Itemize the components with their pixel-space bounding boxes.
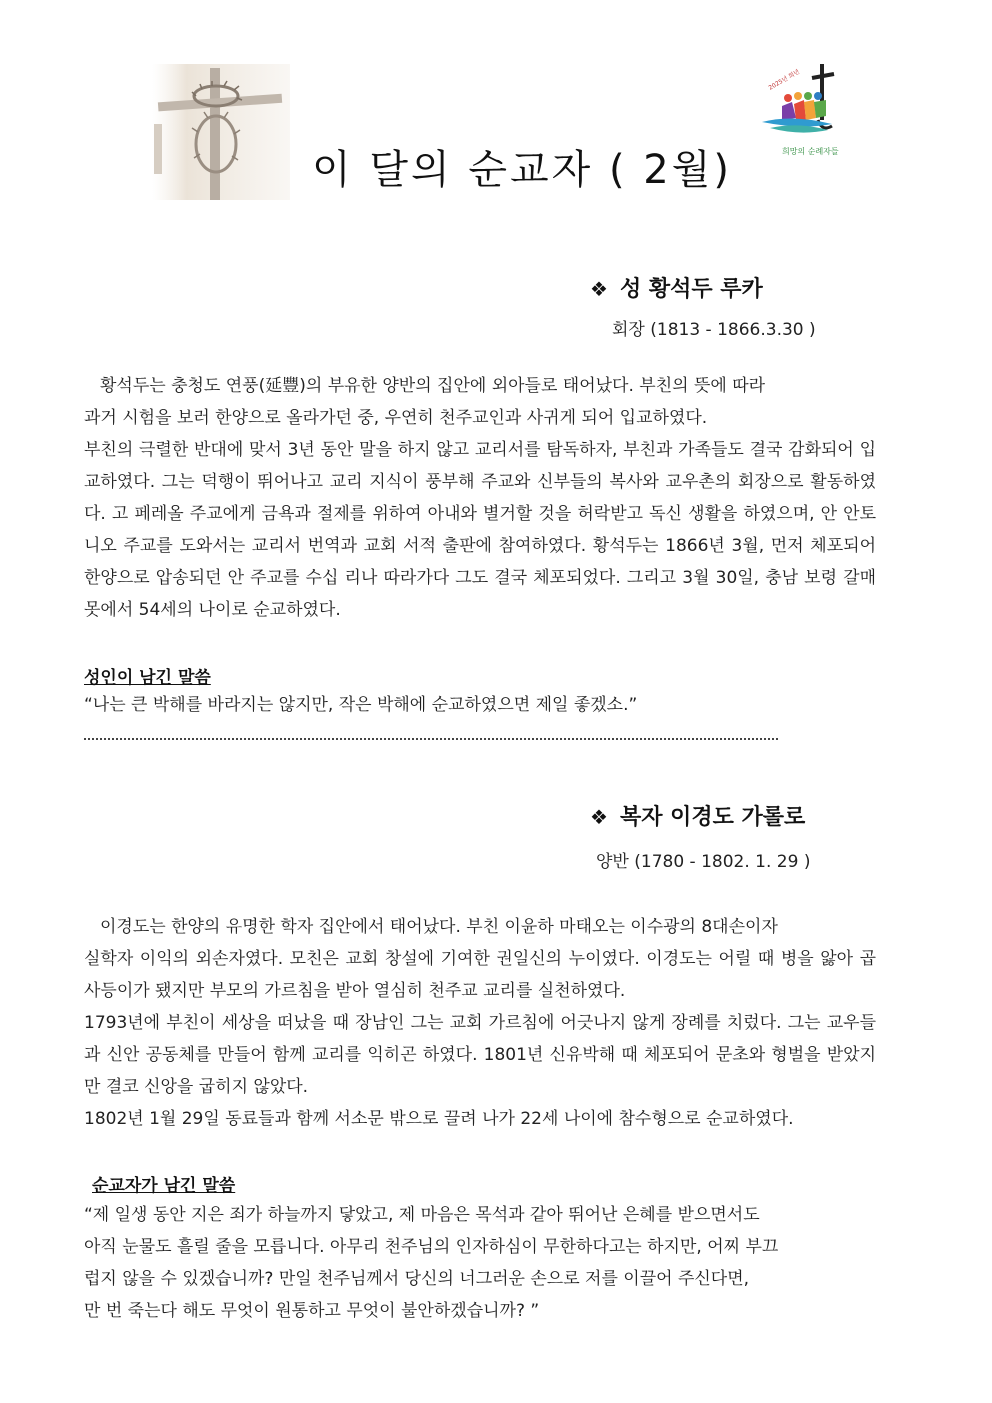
saint1-paragraph-1: 황석두는 충청도 연풍(延豐)의 부유한 양반의 집안에 외아들로 태어났다. 부친의 뜻에 따라 bbox=[100, 376, 766, 396]
saint1-quote bbox=[84, 689, 876, 721]
logo-year-text: 2025년 희년 bbox=[767, 68, 801, 92]
section-divider bbox=[84, 738, 778, 740]
logo-caption: 희망의 순례자들 bbox=[782, 147, 839, 156]
diamond-bullet-icon: ❖ bbox=[590, 805, 608, 829]
saint2-quote-line-2: 아직 눈물도 흘릴 줄을 모릅니다. 아무리 천주님의 인자하심이 무한하다고는 하지만, 어찌 부끄 bbox=[84, 1237, 779, 1257]
saint2-quote bbox=[84, 1199, 876, 1327]
saint1-name: 성 황석두 루카 bbox=[619, 277, 763, 302]
crown-of-thorns-cross-image bbox=[152, 64, 290, 200]
jubilee-logo bbox=[752, 60, 856, 160]
saint2-paragraph-3: 1793년에 부친이 세상을 떠났을 때 장남인 그는 교회 가르침에 어긋나지 않게 장례를 치렀다. 그는 교우들과 신안 공동체를 만들어 함께 교리를 익히곤 하였다. 1801년 신유박해 때 체포되어 문초와 형벌을 받았지만 결코 신앙을 굽히지 않았다. bbox=[84, 1013, 876, 1097]
saint2-paragraph-1: 이경도는 한양의 유명한 학자 집안에서 태어났다. 부친 이윤하 마태오는 이수광의 8대손이자 bbox=[100, 917, 778, 937]
diamond-bullet-icon: ❖ bbox=[590, 277, 608, 301]
saint1-quote-text: “나는 큰 박해를 바라지는 않지만, 작은 박해에 순교하였으면 제일 좋겠소.” bbox=[84, 695, 638, 715]
saint2-quote-line-4: 만 번 죽는다 해도 무엇이 원통하고 무엇이 불안하겠습니까? ” bbox=[84, 1301, 540, 1321]
saint1-paragraph-2: 과거 시험을 보러 한양으로 올라가던 중, 우연히 천주교인과 사귀게 되어 입교하였다. bbox=[84, 408, 708, 428]
saint2-quote-heading: 순교자가 남긴 말씀 bbox=[92, 1176, 236, 1196]
saint2-paragraph-4: 1802년 1월 29일 동료들과 함께 서소문 밖으로 끌려 나가 22세 나이에 참수형으로 순교하였다. bbox=[84, 1109, 794, 1129]
saint2-role: 양반 (1780 - 1802. 1. 29 ) bbox=[596, 852, 811, 872]
saint2-biography bbox=[84, 911, 876, 1135]
saint2-quote-line-3: 럽지 않을 수 있겠습니까? 만일 천주님께서 당신의 너그러운 손으로 저를 이끌어 주신다면, bbox=[84, 1269, 750, 1289]
saint2-name-heading bbox=[590, 800, 805, 831]
saint2-name: 복자 이경도 가롤로 bbox=[619, 805, 806, 830]
saint1-paragraph-3: 부친의 극렬한 반대에 맞서 3년 동안 말을 하지 않고 교리서를 탐독하자, 부친과 가족들도 결국 감화되어 입교하였다. 그는 덕행이 뛰어나고 교리 지식이 풍부해 주교와 신부들의 복사와 교우촌의 회장으로 활동하였다. 고 페레올 주교에게 금욕과 절제를 위하여 아내와 별거할 것을 허락받고 독신 생활을 하였으며, 안 안토니오 주교를 도와서는 교리서 번역과 교회 서적 출판에 참여하였다. 황석두는 1866년 3월, 먼저 체포되어 한양으로 압송되던 안 주교를 수십 리나 따라가다 그도 결국 체포되었다. 그리고 3월 30일, 충남 보령 갈매못에서 54세의 나이로 순교하였다. bbox=[84, 440, 876, 620]
saint2-quote-line-1: “제 일생 동안 지은 죄가 하늘까지 닿았고, 제 마음은 목석과 같아 뛰어난 은혜를 받으면서도 bbox=[84, 1205, 760, 1225]
page-title: 이 달의 순교자 ( 2월) bbox=[312, 147, 732, 193]
saint2-paragraph-2: 실학자 이익의 외손자였다. 모친은 교회 창설에 기여한 권일신의 누이였다. 이경도는 어릴 때 병을 앓아 곱사등이가 됐지만 부모의 가르침을 받아 열심히 천주교 교리를 실천하였다. bbox=[84, 949, 876, 1001]
saint1-biography bbox=[84, 370, 876, 626]
saint1-role: 회장 (1813 - 1866.3.30 ) bbox=[612, 320, 816, 340]
saint1-name-heading bbox=[590, 272, 763, 303]
saint1-quote-heading: 성인이 남긴 말씀 bbox=[84, 668, 211, 688]
